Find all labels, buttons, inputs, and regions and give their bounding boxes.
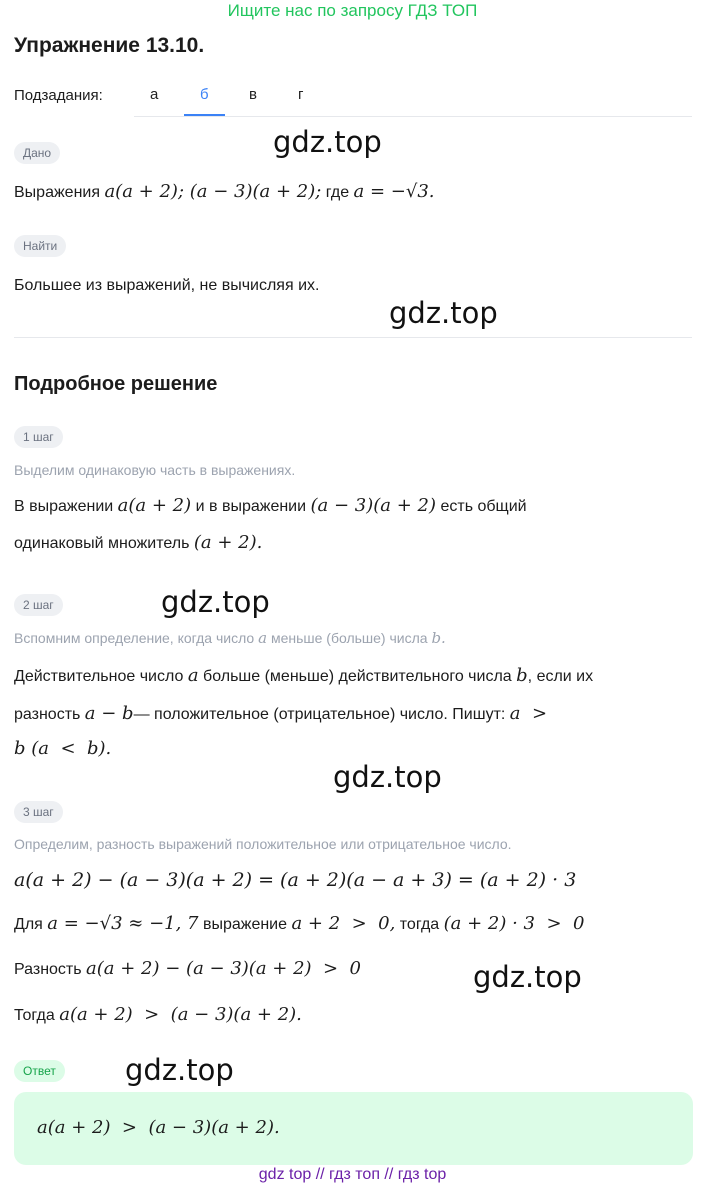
subtasks-label: Подзадания: [14, 87, 103, 104]
active-tab-indicator [184, 114, 225, 116]
solution-heading: Подробное решение [14, 373, 218, 395]
step2-hint: Вспомним определение, когда число a меньше (больше) числа b. [14, 629, 446, 647]
find-text: Большее из выражений, не вычисляя их. [14, 277, 320, 294]
given-badge: Дано [14, 142, 60, 164]
watermark: gdz.top [273, 125, 382, 159]
answer-badge: Ответ [14, 1060, 65, 1082]
step1-line2: одинаковый множитель (a + 2). [14, 532, 263, 553]
tab-a[interactable]: а [150, 86, 159, 103]
step3-line4: Тогда a(a + 2) > (a − 3)(a + 2). [14, 1004, 302, 1025]
step3-equation: a(a + 2) − (a − 3)(a + 2) = (a + 2)(a − a + 3) = (a + 2) · 3 [14, 869, 577, 891]
step1-line1: В выражении a(a + 2) и в выражении (a − 3)(a + 2) есть общий [14, 495, 527, 516]
promo-banner: Ищите нас по запросу ГДЗ ТОП [227, 1, 478, 20]
step3-hint: Определим, разность выражений положительное или отрицательное число. [14, 836, 512, 852]
page-title: Упражнение 13.10. [14, 34, 205, 57]
subtasks-tabs [134, 76, 692, 117]
find-badge: Найти [14, 235, 66, 257]
answer-box [14, 1092, 693, 1165]
answer-text: a(a + 2) > (a − 3)(a + 2). [37, 1117, 280, 1138]
watermark: gdz.top [333, 760, 442, 794]
step1-badge: 1 шаг [14, 426, 63, 448]
step3-line3: Разность a(a + 2) − (a − 3)(a + 2) > 0 [14, 958, 361, 979]
tab-b[interactable]: б [200, 86, 209, 103]
watermark: gdz.top [473, 960, 582, 994]
step1-hint: Выделим одинаковую часть в выражениях. [14, 462, 296, 478]
tab-g[interactable]: г [298, 86, 304, 103]
watermark: gdz.top [389, 296, 498, 330]
step2-badge: 2 шаг [14, 594, 63, 616]
step2-line2: разность a − b— положительное (отрицательное) число. Пишут: a > [14, 703, 548, 724]
tab-v[interactable]: в [249, 86, 257, 103]
divider [14, 337, 692, 338]
given-text: Выражения a(a + 2); (a − 3)(a + 2); где a = −√3. [14, 181, 435, 202]
footer-watermark: gdz top // гдз топ // гдз top [258, 1166, 447, 1183]
step2-line1: Действительное число a больше (меньше) действительного числа b, если их [14, 665, 594, 686]
step3-line2: Для a = −√3 ≈ −1, 7 выражение a + 2 > 0, тогда (a + 2) · 3 > 0 [14, 913, 585, 934]
watermark: gdz.top [125, 1053, 234, 1087]
watermark: gdz.top [161, 585, 270, 619]
step3-badge: 3 шаг [14, 801, 63, 823]
step2-line3: b (a < b). [14, 738, 112, 759]
